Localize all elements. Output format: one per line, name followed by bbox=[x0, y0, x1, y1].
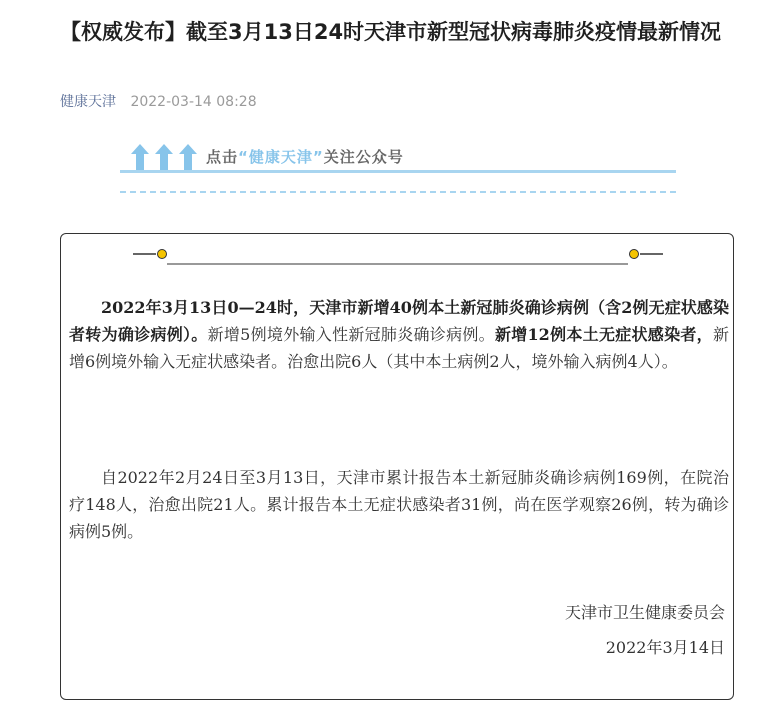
banner-divider bbox=[120, 170, 676, 173]
bold-text: 新增12例本土无症状感染者， bbox=[494, 325, 713, 344]
bold-text: 2022年3月13日0—24时，天津市新增40例本土新冠肺炎确诊病例（含2例无症状感染者转为确诊病例）。 bbox=[69, 298, 729, 344]
notice-paragraph-2: 自2022年2月24日至3月13日，天津市累计报告本土新冠肺炎确诊病例169例，在院治疗148人，治愈出院21人。累计报告本土无症状感染者31例，尚在医学观察26例，转为确诊病例5例。 bbox=[69, 468, 729, 541]
body-text: 新增6例境外输入无症状感染者。治愈出院6人（其中本土病例2人，境外输入病例4人）。 bbox=[69, 325, 729, 371]
notice-paragraph-1 bbox=[69, 294, 729, 375]
follow-suffix: 关注公众号 bbox=[323, 148, 404, 166]
notice-card bbox=[60, 233, 734, 700]
article-meta bbox=[60, 92, 257, 112]
body-text: 新增5例境外输入性新冠肺炎确诊病例。 bbox=[207, 325, 495, 344]
follow-prefix: 点击 bbox=[206, 148, 239, 166]
publish-time: 2022-03-14 08:28 bbox=[130, 94, 257, 110]
follow-banner[interactable] bbox=[120, 143, 676, 195]
account-name-link[interactable]: 健康天津 bbox=[60, 94, 116, 110]
signature-org: 天津市卫生健康委员会 bbox=[564, 603, 725, 622]
article-title: 【权威发布】截至3月13日24时天津市新型冠状病毒肺炎疫情最新情况 bbox=[60, 20, 722, 44]
follow-account-name: “健康天津” bbox=[238, 148, 324, 166]
follow-text bbox=[206, 147, 404, 167]
up-arrow-icon bbox=[130, 144, 200, 170]
banner-dashed-divider bbox=[120, 191, 676, 193]
decorative-line bbox=[61, 234, 735, 274]
signature-date: 2022年3月14日 bbox=[605, 638, 725, 657]
